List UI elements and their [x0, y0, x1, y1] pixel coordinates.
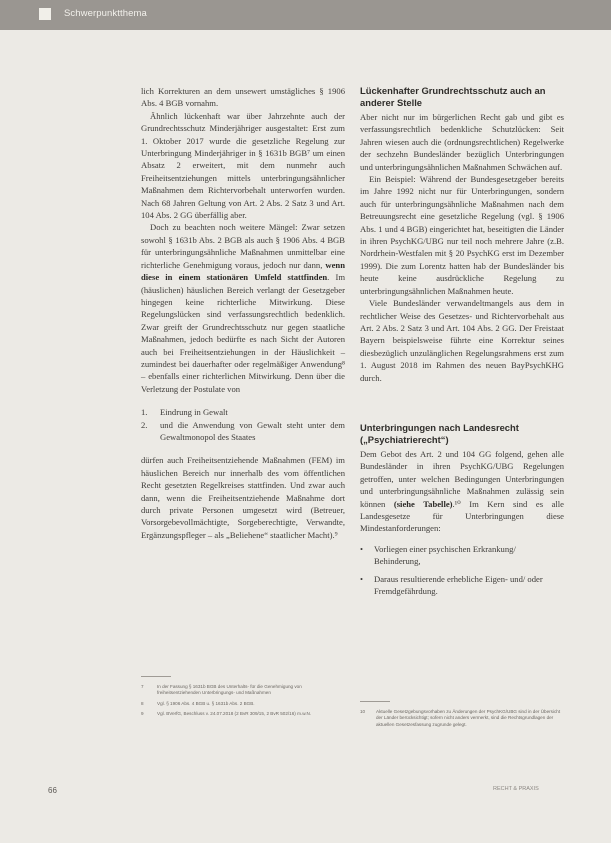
- footnote-text: Vgl. § 1906 Abs. 4 BGB u. § 1631b Abs. 2 BGB.: [157, 700, 255, 706]
- footnotes-left: [141, 684, 346, 722]
- list-item: [360, 543, 564, 568]
- right-column: [360, 85, 564, 602]
- bold-emphasis: wenn diese in einem stationären Umfeld stattfinden: [141, 259, 345, 283]
- paragraph-text: Dem Gebot des Art. 2 und 104 GG folgend, gehen alle Bundesländer in ihren PsychKG/UBG Regelungen getroffen, unter welchen Bedingungen Unterbringungen und unterbringungsähnliche Maßnahmen zulässig sein können: [360, 448, 564, 509]
- footnote-number: 7: [141, 684, 144, 689]
- footnote: [360, 709, 565, 728]
- paragraph-text: . Im (häuslichen) häuslichen Bereich verlangt der Gesetzgeber hingegen keine richterliche Mitwirkung. Diese Regelungslücken sind verfassungsrechtlich bedenklich. Zwar greift der Grundrechtsschutz nur gegen staatliche Maßnahmen, jedoch bedürfte es nach Sicht der Autoren auch bei Freiheitsentziehungen in der Häuslichkeit – zumindest bei dauerhafter oder regelmäßiger Anwendung⁸ – ebenfalls einer richterlichen Mitwirkung. Denn über die Verletzung der Postulate von: [141, 272, 346, 394]
- list-text: Vorliegen einer psychischen Erkrankung/ Behinderung,: [374, 543, 516, 567]
- paragraph: Aber nicht nur im bürgerlichen Recht gab und gibt es verfassungsrechtlich bedenkliche Schutzlücken: Seit Jahren wiesen auch die (ordnungsrechtlichen) Regelwerke der sechzehn Bundesländer bezüglich Unterbringungen und unterbringungsähnlichen Maßnahmen Schwächen auf.: [360, 112, 564, 172]
- paragraph: lich Korrekturen an dem unsewert umstägliches § 1906 Abs. 4 BGB vornahm.: [141, 86, 345, 109]
- section-heading: Lückenhafter Grundrechtsschutz auch an anderer Stelle: [360, 85, 546, 108]
- bullet-icon: •: [360, 543, 364, 554]
- list-text: Daraus resultierende erhebliche Eigen- und/ oder Fremdgefährdung.: [374, 573, 543, 596]
- footnote-divider: [141, 676, 171, 677]
- footnote-text: In der Fassung § 1631b BGB des Unterhalts- für die Genehmigung von freiheitsentziehenden Unterbringungs- und Maßnahmen: [157, 684, 302, 696]
- left-column: [141, 85, 345, 541]
- footnote: [141, 711, 346, 717]
- list-number: 2.: [141, 419, 148, 430]
- paragraph: Ein Beispiel: Während der Bundesgesetzgeber bereits im Jahre 1992 nicht nur für Unterbringungen, sondern auch für unterbringungsähnliche Maßnahmen nach dem Betreuungsrecht eine gesetzliche Regelung (vgl. § 1906 Abs. 1 und 4 BGB) eingerichtet hat, beseitigten die Länder in ihren PsychKG/UBG nur teil noch mehrere Jahre (z.B. Nordrhein-Westfalen mit § 20 PsychKG erst im Dezember 1999). Die zum Lorentz hatten hab der Bundesländer bis heute keine ausdrückliche Regelung zu unterbringungsähnlichen Maßnahmen heute.: [360, 174, 564, 296]
- footnote-divider: [360, 701, 390, 702]
- paragraph: [360, 448, 564, 535]
- list-number: 1.: [141, 407, 148, 418]
- numbered-list: [141, 406, 345, 443]
- section-heading: Unterbringungen nach Landesrecht („Psychiatrierecht“): [360, 421, 519, 445]
- section-header-bar: [0, 0, 611, 30]
- paragraph: dürfen auch Freiheitsentziehende Maßnahmen (FEM) im häuslichen Bereich nur innerhalb des vom öffentlichen Recht gesetzten Regelkreises stattfinden. Und zwar auch dann, wenn die Freiheitsentziehende Maßnahme dort durch private Personen umgesetzt wird (Betreuer, Vorsorgebevollmächtigte, Sorgeberechtigte, Verwandte, Ergänzungspfleger – als „Beliehene“ staatlicher Macht).⁹: [141, 455, 345, 540]
- list-text: und die Anwendung von Gewalt steht unter dem Gewaltmonopol des Staates: [160, 419, 345, 442]
- list-item: [141, 406, 345, 418]
- footnote-number: 8: [141, 700, 144, 706]
- bullet-list: [360, 543, 564, 598]
- list-text: Eindrung in Gewalt: [160, 407, 228, 418]
- footnote: [141, 701, 346, 707]
- list-item: [360, 573, 564, 598]
- paragraph-text: Doch zu beachten noch weitere Mängel: Zwar setzen sowohl § 1631b Abs. 2 BGB als auch § 1906 Abs. 4 BGB für unterbringungsähnliche Maßnahmen unmittelbar eine richterliche Genehmigung voraus, jedoch nur dann,: [141, 222, 345, 270]
- footnote-text: Vgl. BVerfG, Beschluss v. 24.07.2018 (2 BvR 309/15, 2 BvR 502/16) m.w.N.: [157, 711, 312, 717]
- section-marker-square-icon: [39, 8, 51, 20]
- journal-name: RECHT & PRAXIS: [493, 786, 539, 792]
- footnote-text: Aktuelle Gesetzgebungsvorhaben zu Änderungen der PsychKG/UBG sind in der Übersicht der Länder berücksichtigt; sofern nicht anders vermerkt, sind die Rechtsgrundlagen der aktuellen Gesetzesfassung zugrunde gelegt.: [376, 709, 561, 727]
- page-number: 66: [48, 786, 57, 795]
- footnotes-right: [360, 709, 565, 732]
- bullet-icon: •: [360, 573, 364, 584]
- footnote-number: 9: [141, 711, 144, 717]
- paragraph: Viele Bundesländer verwandeltmangels aus dem in rechtlicher Weise des Gesetzes- und Richtervorbehalt aus Art. 2 Abs. 2 Satz 3 und Art. 104 Abs. 2 GG. Der Freistaat Bayern beispielsweise führte eine Korrektur seines diesbezüglich unzulänglichen Regelungsrahmens erst zum 1. August 2018 im Rahmen des neuen BayPsychKHG durch.: [360, 298, 564, 383]
- paragraph: [141, 221, 345, 395]
- section-label: Schwerpunktthema: [64, 8, 147, 19]
- footnote: [141, 684, 346, 697]
- paragraph-text: .¹⁰ Im Kern sind es alle Landesgesetze für Unterbringungen diese Mindestanforderungen:: [360, 498, 564, 534]
- paragraph: Ähnlich lückenhaft war über Jahrzehnte auch der Grundrechtsschutz Minderjähriger ausgestaltet: Erst zum 1. Oktober 2017 wurde die gesetzliche Regelung zur Unterbringung Minderjähriger in § 1631b BGB⁷ um einen Absatz 2 erweitert, mit dem nunmehr auch Freiheitsentziehungen mittels unterbringungsähnlicher Maßnahmen dem Richtervorbehalt unterworfen wurden. Nach 68 Jahren Geltung von Art. 2 Abs. 2 Satz 3 und Art. 104 Abs. 2 GG überfällig aber.: [141, 110, 345, 221]
- list-item: [141, 419, 345, 444]
- footnote-number: 10: [360, 709, 366, 714]
- table-reference: (siehe Tabelle): [393, 498, 453, 509]
